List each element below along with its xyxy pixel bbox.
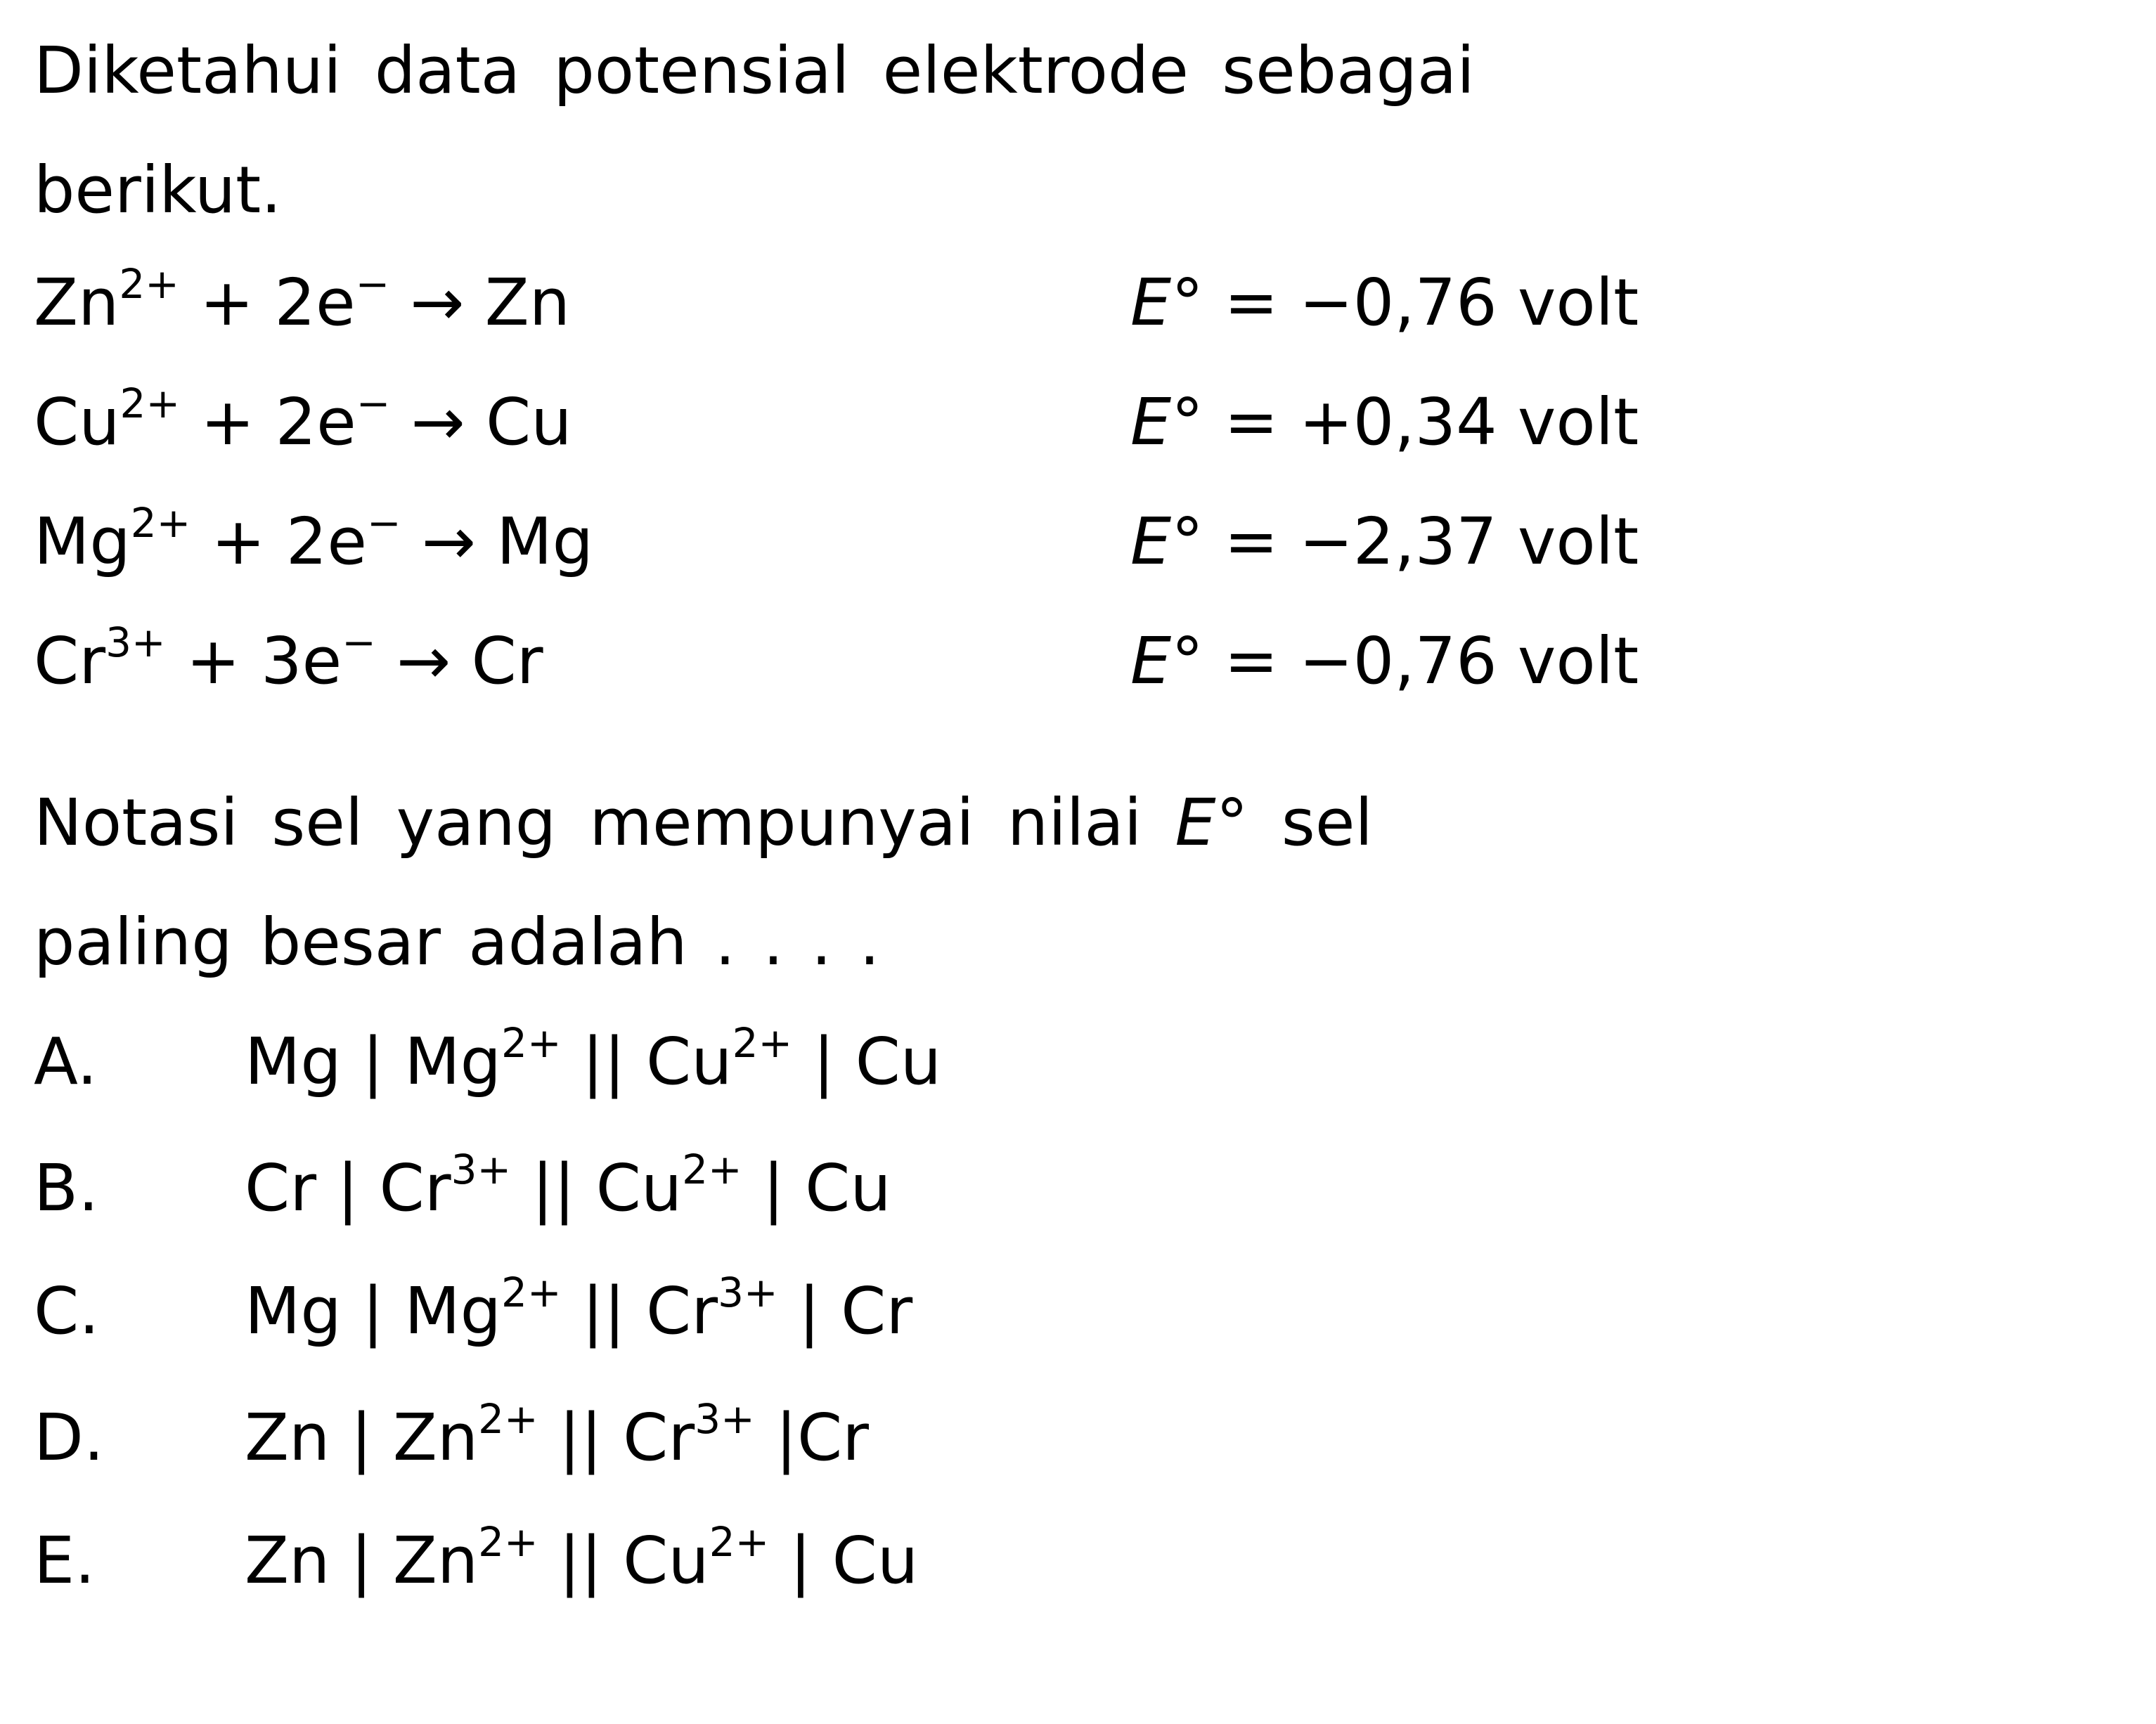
question-line-2: paling besar adalah . . . . bbox=[34, 905, 880, 980]
half-reaction: $Cu^{2+} + 2e^- \to Cu$ bbox=[34, 380, 572, 460]
half-reaction: $Zn^{2+} + 2e^- \to Zn$ bbox=[34, 260, 571, 340]
half-reaction: $Mg^{2+} + 2e^- \to Mg$ bbox=[34, 499, 593, 579]
intro-line-1: Diketahui data potensial elektrode sebagai bbox=[34, 33, 1475, 108]
half-reaction: $Cr^{3+} + 3e^- \to Cr$ bbox=[34, 618, 543, 699]
electrode-potential: E° = −0,76 volt bbox=[1130, 265, 1639, 340]
cell-notation: Mg | $Mg^{2+}$ || $Cu^{2+}$ | Cu bbox=[245, 1019, 942, 1099]
cell-notation: Zn | $Zn^{2+}$ || $Cu^{2+}$ | Cu bbox=[245, 1518, 919, 1598]
cell-notation: Mg | $Mg^{2+}$ || $Cr^{3+}$ | Cr bbox=[245, 1269, 913, 1349]
question-line-1: Notasi sel yang mempunyai nilai E° sel bbox=[34, 785, 1373, 860]
cell-notation: Cr | $Cr^{3+}$ || $Cu^{2+}$ | Cu bbox=[245, 1146, 891, 1226]
cell-notation: Zn | $Zn^{2+}$ || $Cr^{3+}$ |Cr bbox=[245, 1395, 870, 1475]
option-letter: C. bbox=[34, 1273, 100, 1349]
intro-line-2: berikut. bbox=[34, 153, 282, 228]
option-letter: A. bbox=[34, 1024, 98, 1099]
electrode-potential: E° = +0,34 volt bbox=[1130, 384, 1639, 460]
option-letter: E. bbox=[34, 1523, 96, 1598]
electrode-potential: E° = −2,37 volt bbox=[1130, 504, 1639, 579]
option-letter: B. bbox=[34, 1151, 99, 1226]
electrode-potential: E° = −0,76 volt bbox=[1130, 623, 1639, 699]
option-letter: D. bbox=[34, 1400, 105, 1475]
